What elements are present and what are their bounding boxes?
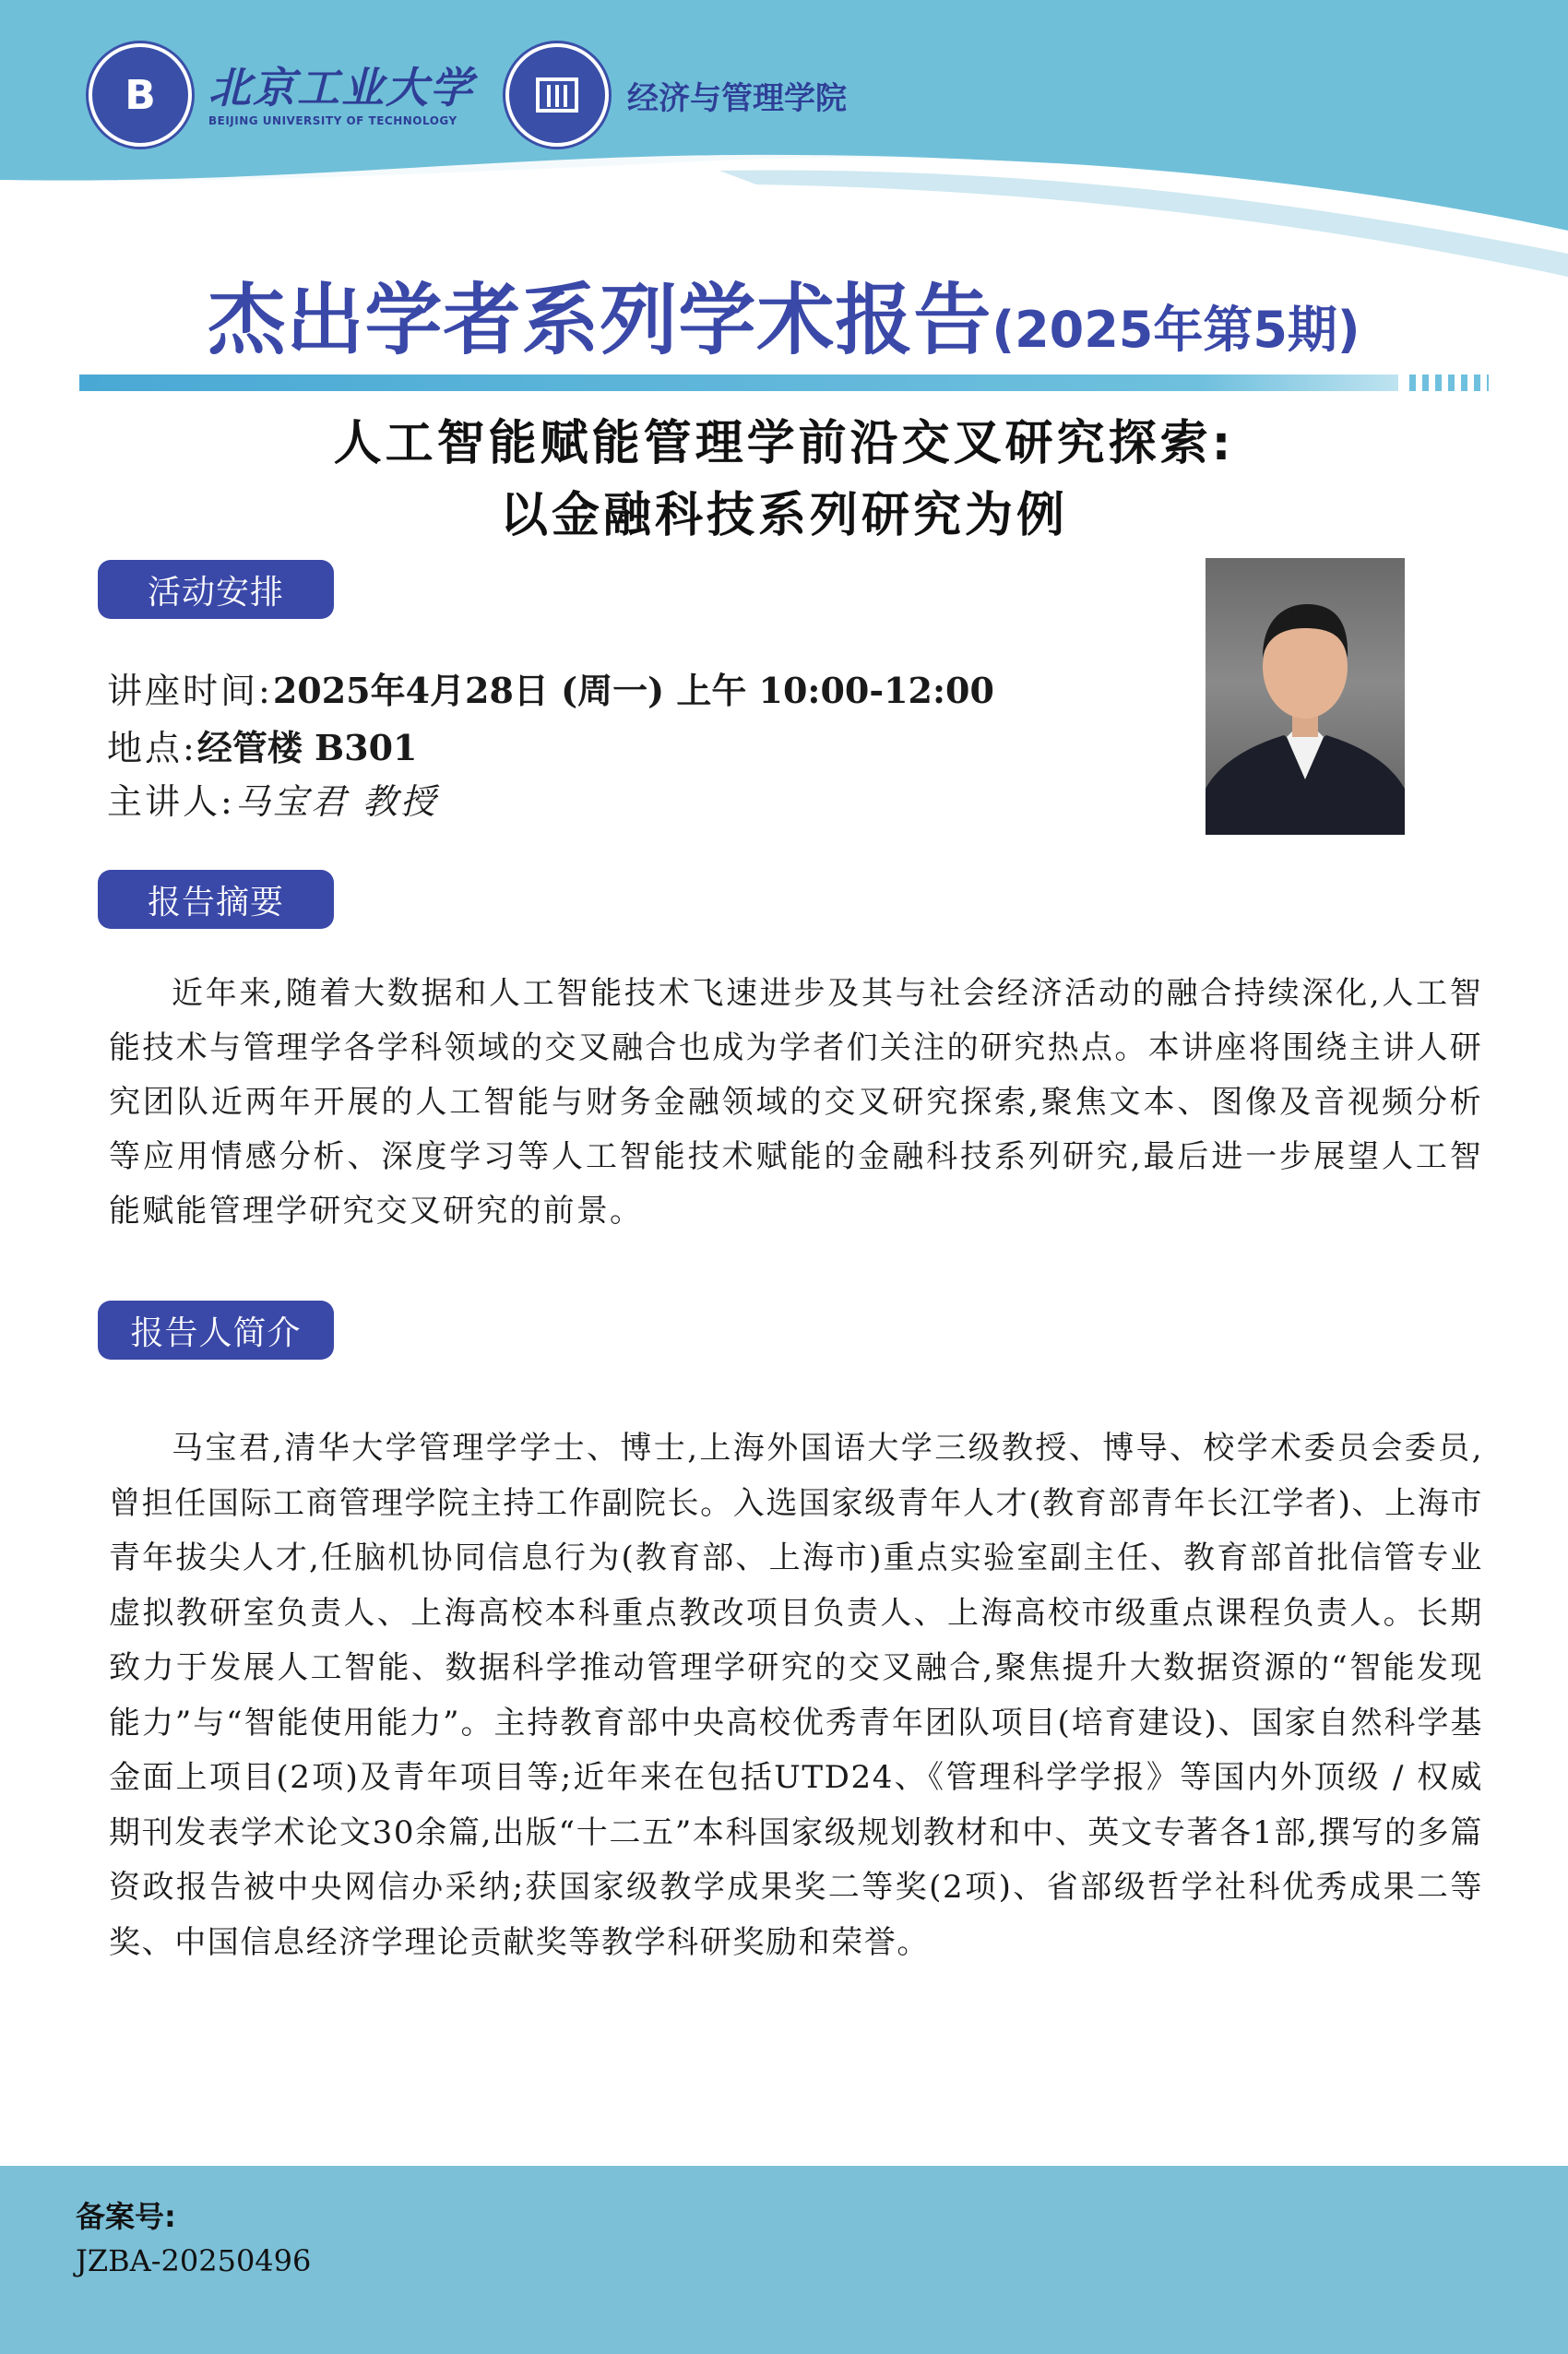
university-name-en: BEIJING UNIVERSITY OF TECHNOLOGY (208, 114, 457, 127)
lecture-speaker-value: 马宝君 教授 (234, 781, 438, 822)
school-seal (505, 43, 609, 147)
speaker-photo (1206, 558, 1405, 835)
lecture-location (107, 723, 417, 773)
section-heading-abstract: 报告摘要 (98, 870, 334, 929)
abstract-paragraph: 近年来,随着大数据和人工智能技术飞速进步及其与社会经济活动的融合持续深化,人工智能技术与管理学各学科领域的交叉融合也成为学者们关注的研究热点。本讲座将围绕主讲人研究团队近两年开展的人工智能与财务金融领域的交叉研究探索,聚焦文本、图像及音视频分析等应用情感分析、深度学习等人工智能技术赋能的金融科技系列研究,最后进一步展望人工智能赋能管理学研究交叉研究的前景。 (109, 975, 1483, 1230)
page-title-main: 杰出学者系列学术报告 (208, 275, 992, 365)
logo-row (89, 44, 847, 146)
lecture-time-label: 讲座时间: (107, 671, 273, 711)
lecture-speaker-label: 主讲人: (107, 781, 235, 822)
lecture-time-value: 2025年4月28日 (周一) 上午 10:00-12:00 (272, 670, 994, 711)
section-heading-schedule: 活动安排 (98, 560, 334, 619)
book-icon (532, 70, 582, 120)
university-name-cn: 北京工业大学 (208, 63, 474, 113)
bio-paragraph: 马宝君,清华大学管理学学士、博士,上海外国语大学三级教授、博导、校学术委员会委员,曾担任国际工商管理学院主持工作副院长。入选国家级青年人才(教育部青年长江学者)、上海市青年拔尖人才,任脑机协同信息行为(教育部、上海市)重点实验室副主任、教育部首批信管专业虚拟教研室负责人、上海高校本科重点教改项目负责人、上海高校市级重点课程负责人。长期致力于发展人工智能、数据科学推动管理学研究的交叉融合,聚焦提升大数据资源的“智能发现能力”与“智能使用能力”。主持教育部中央高校优秀青年团队项目(培育建设)、国家自然科学基金面上项目(2项)及青年项目等;近年来在包括UTD24、《管理科学学报》等国内外顶级 / 权威期刊发表学术论文30余篇,出版“十二五”本科国家级规划教材和中、英文专著各1部,撰写的多篇资政报告被中央网信办采纳;获国家级教学成果奖二等奖(2项)、省部级哲学社科优秀成果二等奖、中国信息经济学理论贡献奖等教学科研奖励和荣誉。 (109, 1430, 1483, 1961)
record-label: 备案号: (76, 2199, 176, 2234)
page-title-issue: (2025年第5期) (992, 301, 1360, 359)
talk-title-line1: 人工智能赋能管理学前沿交叉研究探索: (333, 416, 1235, 471)
lecture-location-label: 地点: (107, 728, 197, 768)
lecture-time (107, 666, 994, 716)
section-heading-bio: 报告人简介 (98, 1301, 334, 1360)
title-divider (79, 374, 1489, 391)
talk-title-line2: 以金融科技系列研究为例 (499, 488, 1068, 543)
school-name: 经济与管理学院 (627, 79, 847, 117)
record-number: JZBA-20250496 (76, 2243, 312, 2278)
page-title (0, 258, 1568, 370)
lecture-location-value: 经管楼 B301 (196, 727, 418, 768)
university-seal: B (89, 43, 192, 147)
lecture-speaker (107, 777, 438, 826)
university-name (208, 62, 474, 128)
speaker-portrait-icon (1206, 558, 1405, 835)
